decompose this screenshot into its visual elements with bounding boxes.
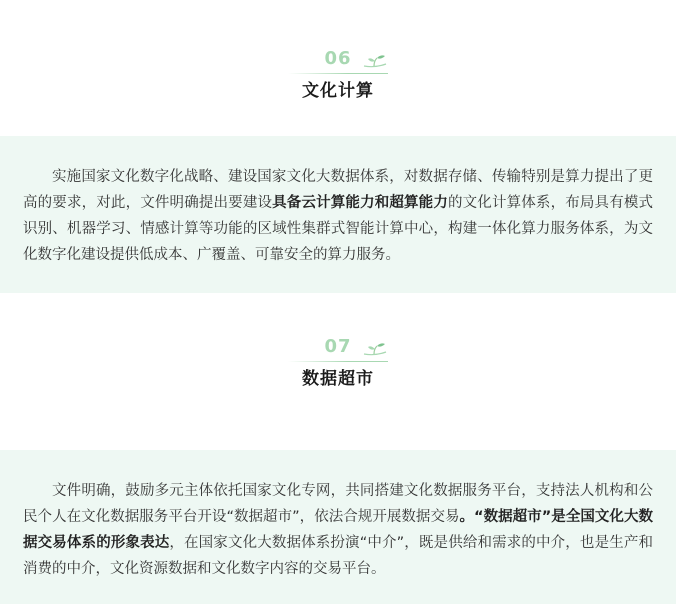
sprout-icon bbox=[362, 341, 388, 357]
section-06-heading bbox=[0, 0, 676, 136]
section-paragraph bbox=[23, 164, 653, 268]
section-title: 文化计算 bbox=[302, 81, 374, 101]
paragraph-emphasis: 具备云计算能力和超算能力 bbox=[272, 195, 448, 211]
paragraph-text: ，在国家文化大数据体系扮演“中介”，既是供给和需求的中介，也是生产和消费的中介，文化资源数据和文化数字内容的交易平台。 bbox=[23, 535, 653, 577]
section-number: 07 bbox=[324, 336, 352, 357]
section-title: 数据超市 bbox=[302, 369, 374, 389]
paragraph-text: 实施国家文化数字化战略、建设国家文化大数据体系，对数据存储、传输特别是算力提出了更高的要求，对此，文件明确提出要建设 bbox=[23, 169, 653, 211]
paragraph-text: 文件明确，鼓励多元主体依托国家文化专网，共同搭建文化数据服务平台，支持法人机构和公民个人在文化数据服务平台开设“数据超市”，依法合规开展数据交易 bbox=[23, 483, 653, 525]
paragraph-emphasis: 。“数据超市”是全国文化大数据交易体系的形象表达 bbox=[23, 509, 653, 551]
section-number-wrap bbox=[0, 48, 676, 70]
section-06-body bbox=[0, 136, 676, 293]
sprout-icon bbox=[362, 53, 388, 69]
section-07-heading bbox=[0, 293, 676, 450]
section-number-underline bbox=[288, 361, 388, 362]
section-number: 06 bbox=[324, 48, 352, 69]
section-number-underline bbox=[288, 73, 388, 74]
section-number-wrap bbox=[0, 336, 676, 358]
paragraph-text: 的文化计算体系，布局具有模式识别、机器学习、情感计算等功能的区域性集群式智能计算中心，构建一体化算力服务体系，为文化数字化建设提供低成本、广覆盖、可靠安全的算力服务。 bbox=[23, 195, 654, 263]
section-paragraph bbox=[23, 478, 653, 582]
section-07-body bbox=[0, 450, 676, 604]
